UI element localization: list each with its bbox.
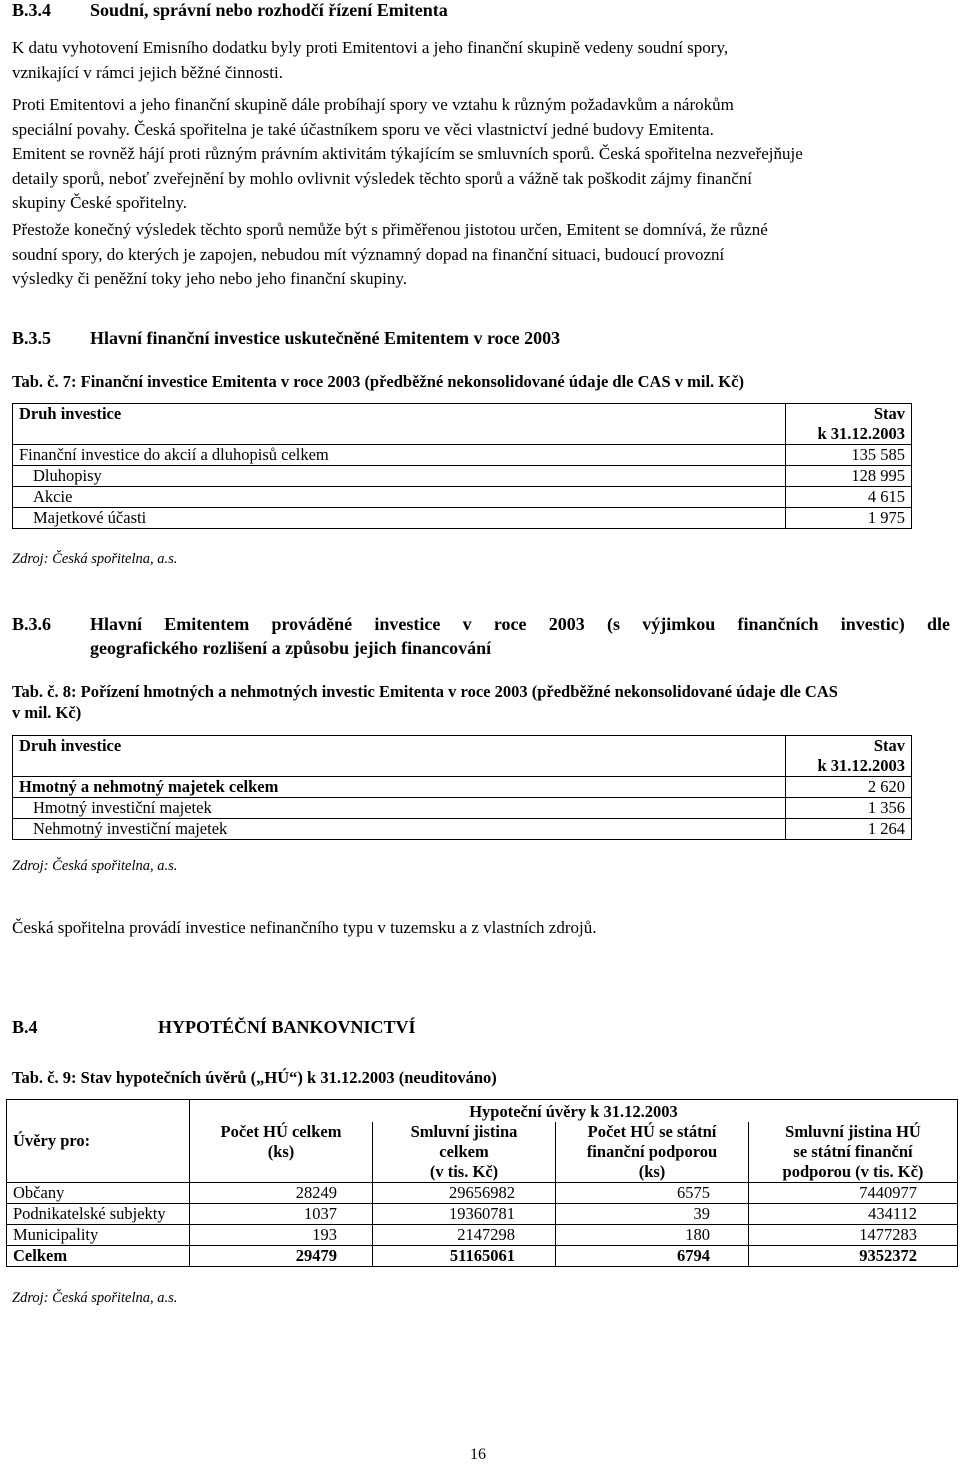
table-total-row xyxy=(7,1246,958,1267)
text-line: Emitent se rovněž hájí proti různým právním aktivitám týkajícím se smluvních sporů. Česká spořitelna nezveřejňuje xyxy=(12,144,803,163)
table-row xyxy=(13,508,912,529)
header-cell: Stav xyxy=(786,404,912,425)
header-cell: Stav xyxy=(786,736,912,757)
cell: 6575 xyxy=(556,1183,749,1204)
row-value: 1 264 xyxy=(786,819,912,840)
section-number: B.3.5 xyxy=(12,328,52,348)
row-value: 135 585 xyxy=(786,445,912,466)
caption-line: Tab. č. 8: Pořízení hmotných a nehmotných investic Emitenta v roce 2003 (předběžné nekonsolidované údaje dle CAS xyxy=(12,682,838,701)
header-cell: Počet HÚ celkem (ks) xyxy=(190,1122,373,1183)
text-line: soudní spory, do kterých je zapojen, nebudou mít významný dopad na finanční situaci, budoucí provozní xyxy=(12,244,725,264)
row-label: Finanční investice do akcií a dluhopisů celkem xyxy=(13,445,786,466)
row-value: 4 615 xyxy=(786,487,912,508)
row-value: 2 620 xyxy=(786,777,912,798)
table-9 xyxy=(6,1099,958,1267)
paragraph-3 xyxy=(12,218,950,292)
header-cell: Druh investice xyxy=(13,736,786,757)
cell: 193 xyxy=(190,1225,373,1246)
row-header: Úvěry pro: xyxy=(7,1100,190,1183)
cell: 19360781 xyxy=(373,1204,556,1225)
section-heading-b36 xyxy=(12,614,950,662)
section-number: B.3.4 xyxy=(12,0,52,20)
row-value: 1 356 xyxy=(786,798,912,819)
table-row xyxy=(13,466,912,487)
page-number: 16 xyxy=(470,1446,486,1463)
table-9-source: Zdroj: Česká spořitelna, a.s. xyxy=(12,1290,178,1306)
row-label: Majetkové účasti xyxy=(13,508,786,529)
table-header xyxy=(13,424,912,445)
table-header xyxy=(13,736,912,757)
header-cell: k 31.12.2003 xyxy=(786,756,912,777)
cell: 180 xyxy=(556,1225,749,1246)
table-row xyxy=(13,798,912,819)
table-7-caption: Tab. č. 7: Finanční investice Emitenta v roce 2003 (předběžné nekonsolidované údaje dle CAS v mil. Kč) xyxy=(12,372,744,391)
table-7-source: Zdroj: Česká spořitelna, a.s. xyxy=(12,551,178,567)
section-title: Hlavní Emitentem prováděné investice v roce 2003 (s výjimkou finančních investic) dle xyxy=(90,614,950,634)
table-row xyxy=(13,487,912,508)
table-group-header xyxy=(7,1100,958,1123)
table-header xyxy=(13,756,912,777)
table-8-source: Zdroj: Česká spořitelna, a.s. xyxy=(12,858,178,874)
group-header: Hypoteční úvěry k 31.12.2003 xyxy=(190,1100,958,1123)
row-label: Hmotný investiční majetek xyxy=(13,798,786,819)
section-title: HYPOTÉČNÍ BANKOVNICTVÍ xyxy=(158,1017,416,1037)
row-value: 128 995 xyxy=(786,466,912,487)
cell: 2147298 xyxy=(373,1225,556,1246)
header-cell: k 31.12.2003 xyxy=(786,424,912,445)
table-8-caption xyxy=(12,681,950,723)
paragraph-2-cont xyxy=(12,142,950,216)
investment-note: Česká spořitelna provádí investice nefinančního typu v tuzemsku a z vlastních zdrojů. xyxy=(12,918,597,937)
row-label: Nehmotný investiční majetek xyxy=(13,819,786,840)
text-line: Přestože konečný výsledek těchto sporů nemůže být s přiměřenou jistotou určen, Emitent se domnívá, že různé xyxy=(12,220,768,239)
text-line: skupiny České spořitelny. xyxy=(12,193,188,212)
row-label: Dluhopisy xyxy=(13,466,786,487)
paragraph-2 xyxy=(12,93,950,142)
header-cell: Smluvní jistina HÚ se státní finanční podporou (v tis. Kč) xyxy=(749,1122,958,1183)
text-line: vznikající v rámci jejich běžné činnosti. xyxy=(12,62,283,82)
cell: 28249 xyxy=(190,1183,373,1204)
section-number: B.4 xyxy=(12,1017,38,1037)
cell: 434112 xyxy=(749,1204,958,1225)
cell: 29479 xyxy=(190,1246,373,1267)
cell: 29656982 xyxy=(373,1183,556,1204)
cell: 7440977 xyxy=(749,1183,958,1204)
section-title-cont: geografického rozlišení a způsobu jejich financování xyxy=(90,638,492,658)
cell: 1037 xyxy=(190,1204,373,1225)
section-heading-b4 xyxy=(12,1017,950,1041)
caption-line: v mil. Kč) xyxy=(12,703,82,722)
header-cell: Počet HÚ se státní finanční podporou (ks) xyxy=(556,1122,749,1183)
cell: 9352372 xyxy=(749,1246,958,1267)
table-header xyxy=(13,404,912,425)
section-title: Soudní, správní nebo rozhodčí řízení Emitenta xyxy=(90,0,448,20)
table-row xyxy=(7,1183,958,1204)
table-8 xyxy=(12,735,912,840)
cell: 6794 xyxy=(556,1246,749,1267)
section-title: Hlavní finanční investice uskutečněné Emitentem v roce 2003 xyxy=(90,328,561,348)
row-label: Municipality xyxy=(7,1225,190,1246)
header-cell: Druh investice xyxy=(13,404,786,425)
table-row xyxy=(13,777,912,798)
table-row xyxy=(7,1204,958,1225)
table-row xyxy=(7,1225,958,1246)
paragraph-1 xyxy=(12,36,950,85)
cell: 39 xyxy=(556,1204,749,1225)
section-heading-b35 xyxy=(12,328,950,352)
row-label: Podnikatelské subjekty xyxy=(7,1204,190,1225)
table-row xyxy=(13,819,912,840)
section-heading-b34 xyxy=(12,0,950,24)
row-label: Akcie xyxy=(13,487,786,508)
text-line: speciální povahy. Česká spořitelna je také účastníkem sporu ve věci vlastnictví jedné budovy Emitenta. xyxy=(12,119,714,139)
row-label: Občany xyxy=(7,1183,190,1204)
text-line: detaily sporů, neboť zveřejnění by mohlo ovlivnit výsledek těchto sporů a vážně tak poškodit zájmy finanční xyxy=(12,168,752,188)
cell: 1477283 xyxy=(749,1225,958,1246)
table-9-caption: Tab. č. 9: Stav hypotečních úvěrů („HÚ“) k 31.12.2003 (neuditováno) xyxy=(12,1068,497,1087)
table-row xyxy=(13,445,912,466)
header-cell: Smluvní jistina celkem (v tis. Kč) xyxy=(373,1122,556,1183)
row-label: Hmotný a nehmotný majetek celkem xyxy=(13,777,786,798)
table-7 xyxy=(12,403,912,529)
text-line: K datu vyhotovení Emisního dodatku byly proti Emitentovi a jeho finanční skupině vedeny soudní spory, xyxy=(12,38,729,57)
section-number: B.3.6 xyxy=(12,614,52,634)
text-line: výsledky či peněžní toky jeho nebo jeho finanční skupiny. xyxy=(12,269,408,288)
row-label: Celkem xyxy=(7,1246,190,1267)
row-value: 1 975 xyxy=(786,508,912,529)
text-line: Proti Emitentovi a jeho finanční skupině dále probíhají spory ve vztahu k různým požadavkům a nárokům xyxy=(12,95,734,114)
cell: 51165061 xyxy=(373,1246,556,1267)
